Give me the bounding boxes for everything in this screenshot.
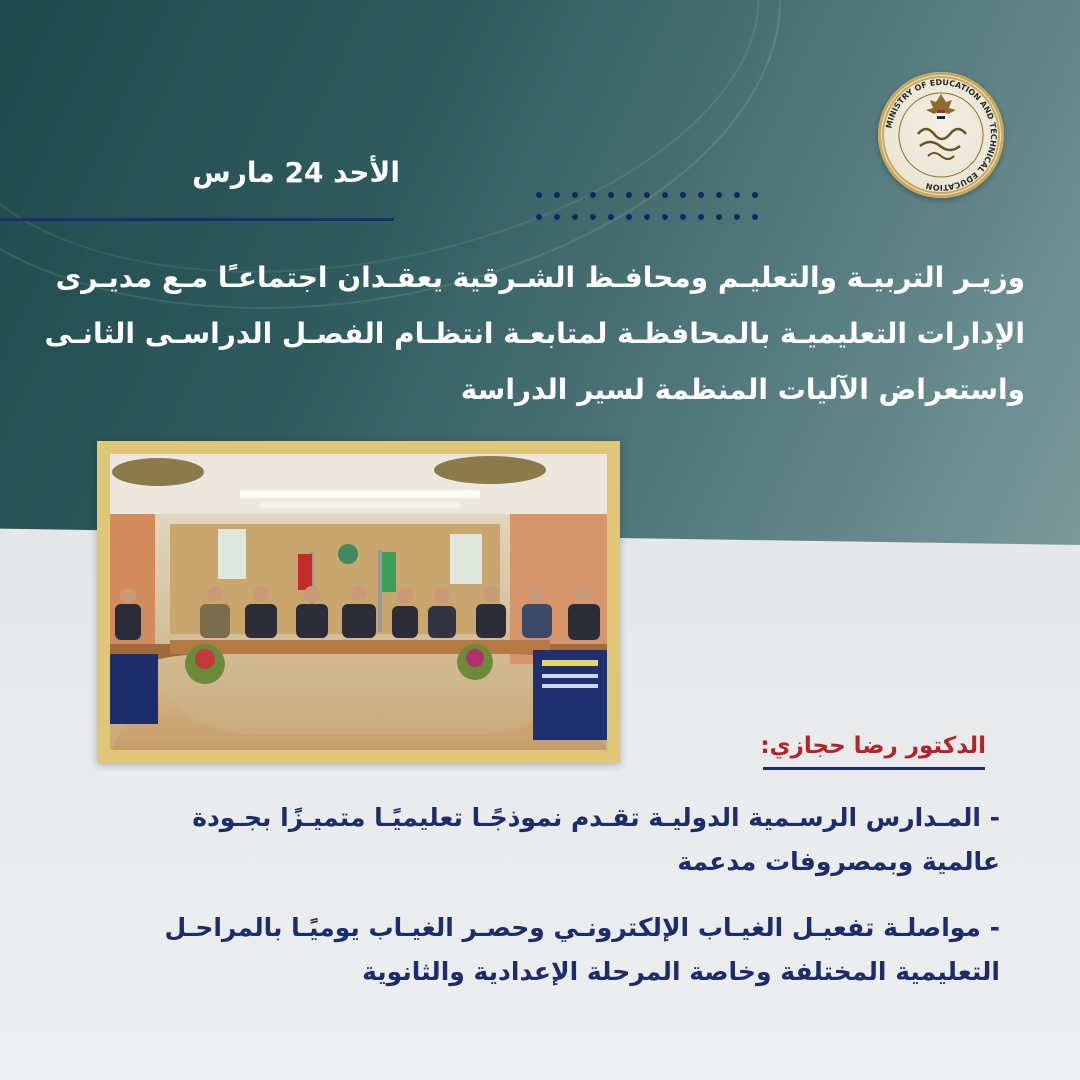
point-1 [40, 796, 1000, 884]
headline-line-1: وزيـر التربيـة والتعليـم ومحافـظ الشـرقية يعقـدان اجتماعـًا مـع مديـرى [55, 261, 1025, 294]
ministry-logo [878, 72, 1004, 198]
meeting-photo-icon [110, 454, 607, 750]
date-label: الأحد 24 مارس [192, 156, 400, 189]
point-2 [40, 906, 1000, 994]
date-underline [0, 218, 394, 221]
headline-line-3: واستعراض الآليات المنظمة لسير الدراسة [460, 373, 1025, 406]
point-1-line-2: عالمية وبمصروفات مدعمة [677, 847, 1000, 876]
headline-line-2: الإدارات التعليميـة بالمحافظـة لمتابعـة انتظـام الفصـل الدراسـى الثانـى [44, 317, 1025, 350]
eagle-emblem-icon [878, 72, 1004, 198]
point-1-line-1: - المـدارس الرسـمية الدوليـة تقـدم نموذجًـا تعليميًـا متميـزًا بجـودة [192, 803, 1000, 832]
point-2-line-2: التعليمية المختلفة وخاصة المرحلة الإعدادية والثانوية [362, 957, 1000, 986]
meeting-photo [110, 454, 607, 750]
decorative-dots [536, 192, 776, 226]
speaker-underline [763, 767, 985, 770]
headline [40, 250, 1025, 418]
speaker-name: الدكتور رضا حجازي: [760, 733, 986, 759]
photo-frame [97, 441, 620, 763]
point-2-line-1: - مواصلـة تفعيـل الغيـاب الإلكترونـي وحصـر الغيـاب يوميًـا بالمراحـل [164, 913, 1000, 942]
logo-text: MINISTRY OF EDUCATION AND TECHNICAL EDUCATION [884, 77, 999, 193]
